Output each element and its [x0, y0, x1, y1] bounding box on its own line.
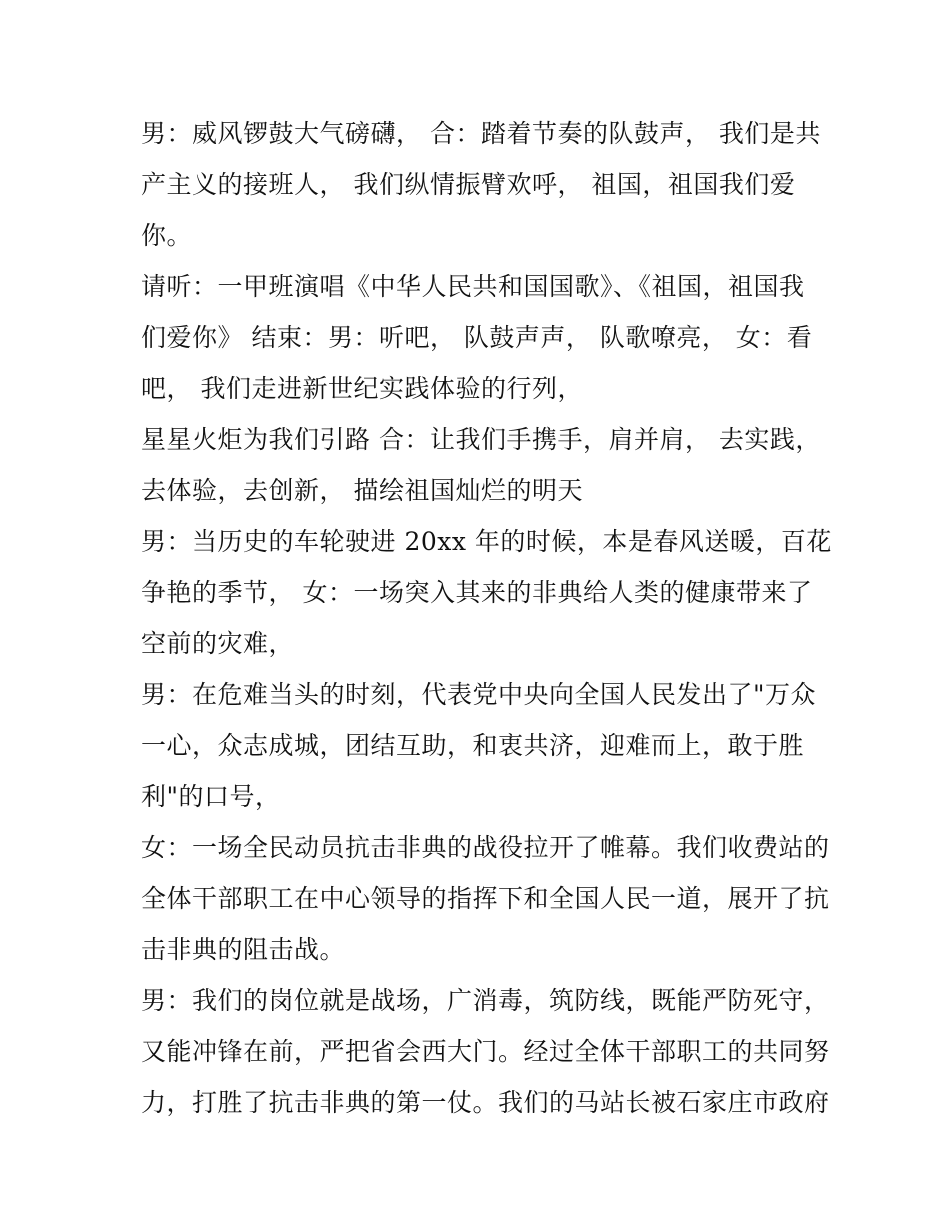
text-line: 产主义的接班人， 我们纵情振臂欢呼， 祖国，祖国我们爱 [141, 170, 796, 199]
text-line: 们爱你》 结束：男：听吧， 队鼓声声， 队歌嘹亮， 女：看 [141, 323, 813, 352]
text-line: 利"的口号， [141, 782, 281, 811]
text-line: 女：一场全民动员抗击非典的战役拉开了帷幕。我们收费站的 [141, 833, 830, 862]
text-line: 力，打胜了抗击非典的第一仗。我们的马站长被石家庄市政府 [141, 1088, 830, 1117]
text-line: 一心，众志成城，团结互助，和衷共济，迎难而上，敢于胜 [141, 731, 805, 760]
text-line: 全体干部职工在中心领导的指挥下和全国人民一道，展开了抗 [141, 884, 830, 913]
text-line: 又能冲锋在前，严把省会西大门。经过全体干部职工的共同努 [141, 1037, 830, 1066]
document-body [141, 108, 832, 1128]
text-line: 星星火炬为我们引路 合：让我们手携手，肩并肩， 去实践， [141, 425, 821, 454]
text-line: 去体验，去创新， 描绘祖国灿烂的明天 [141, 476, 583, 505]
text-line: 击非典的阻击战。 [141, 935, 346, 964]
text-line: 男：当历史的车轮驶进 20xx 年的时候，本是春风送暖，百花 [141, 527, 832, 556]
text-line: 请听：一甲班演唱《中华人民共和国国歌》、《祖国，祖国我 [141, 272, 805, 301]
text-line: 男：在危难当头的时刻，代表党中央向全国人民发出了"万众 [141, 680, 817, 709]
text-line: 空前的灾难， [141, 629, 295, 658]
text-line: 男：我们的岗位就是战场，广消毒，筑防线，既能严防死守， [141, 986, 830, 1015]
text-line: 男：威风锣鼓大气磅礴， 合：踏着节奏的队鼓声， 我们是共 [141, 119, 821, 148]
text-line: 你。 [141, 221, 193, 250]
text-line: 吧， 我们走进新世纪实践体验的行列， [141, 374, 583, 403]
text-line: 争艳的季节， 女：一场突入其来的非典给人类的健康带来了 [141, 578, 813, 607]
